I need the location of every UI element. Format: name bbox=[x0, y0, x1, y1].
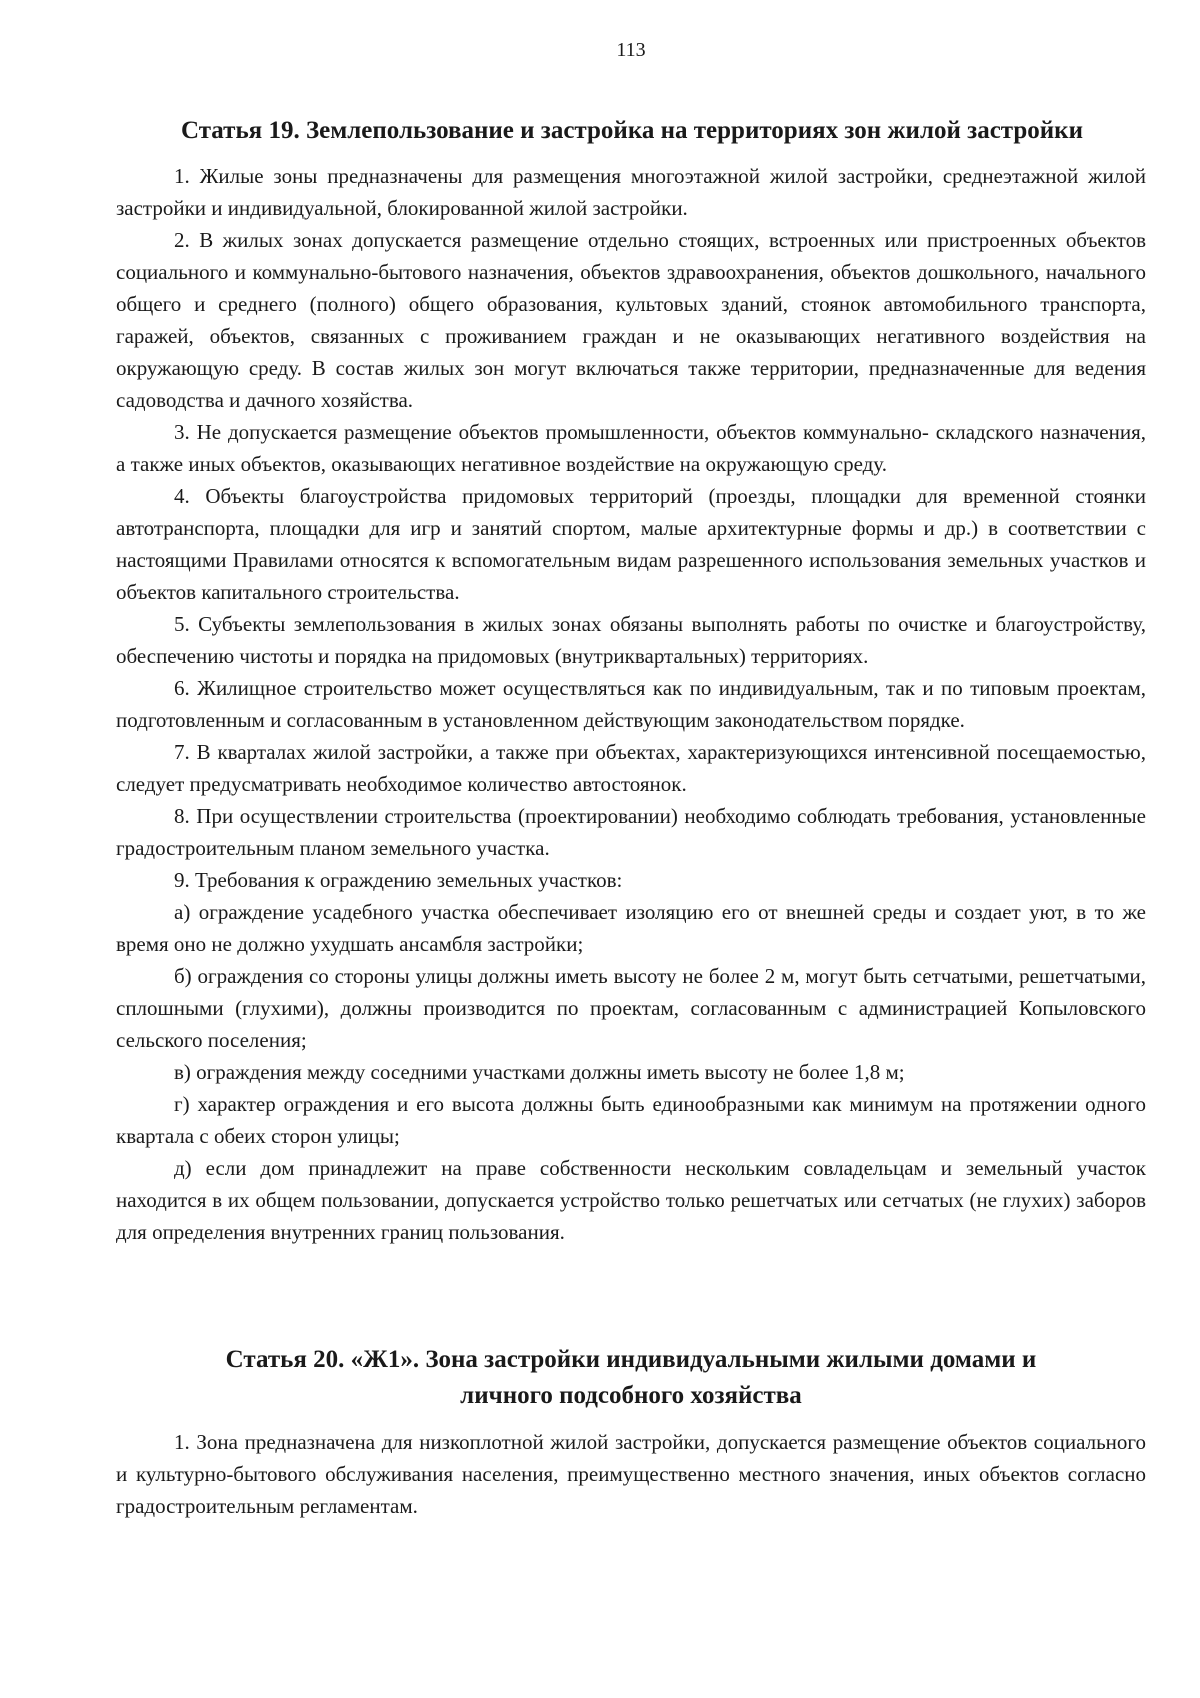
article-19-paragraph-8: 8. При осуществлении строительства (проектировании) необходимо соблюдать требования, установленные градостроительным планом земельного участка. bbox=[116, 804, 1146, 860]
article-19-title: Статья 19. Землепользование и застройка на территориях зон жилой застройки bbox=[181, 117, 1083, 144]
article-19-paragraph-9: 9. Требования к ограждению земельных участков: bbox=[174, 868, 623, 892]
article-20-title-line-2: личного подсобного хозяйства bbox=[460, 1382, 802, 1409]
article-19-subitem-g: г) характер ограждения и его высота должны быть единообразными как минимум на протяжении одного квартала с обеих сторон улицы; bbox=[116, 1092, 1146, 1148]
article-19-paragraph-4: 4. Объекты благоустройства придомовых территорий (проезды, площадки для временной стоянки автотранспорта, площадки для игр и занятий спортом, малые архитектурные формы и др.) в соответствии с настоящими Правилами относятся к вспомогательным видам разрешенного использования земельных участков и объектов капитального строительства. bbox=[116, 484, 1146, 604]
article-20-paragraph-1: 1. Зона предназначена для низкоплотной жилой застройки, допускается размещение объектов социального и культурно-бытового обслуживания населения, преимущественно местного значения, иных объектов согласно градостроительным регламентам. bbox=[116, 1430, 1146, 1518]
article-19-paragraph-6: 6. Жилищное строительство может осуществляться как по индивидуальным, так и по типовым проектам, подготовленным и согласованным в установленном действующим законодательством порядке. bbox=[116, 676, 1146, 732]
article-19-subitem-v: в) ограждения между соседними участками должны иметь высоту не более 1,8 м; bbox=[174, 1060, 905, 1084]
article-19-body bbox=[116, 160, 1146, 1248]
article-19-subitem-b: б) ограждения со стороны улицы должны иметь высоту не более 2 м, могут быть сетчатыми, решетчатыми, сплошными (глухими), должны производится по проектам, согласованным с администрацией Копыловского сельского поселения; bbox=[116, 964, 1146, 1052]
page-number: 113 bbox=[616, 39, 646, 61]
article-19-subitem-d: д) если дом принадлежит на праве собственности нескольким совладельцам и земельный участок находится в их общем пользовании, допускается устройство только решетчатых или сетчатых (не глухих) заборов для определения внутренних границ пользования. bbox=[116, 1156, 1146, 1244]
article-19-subitem-a: а) ограждение усадебного участка обеспечивает изоляцию его от внешней среды и создает уют, в то же время оно не должно ухудшать ансамбля застройки; bbox=[116, 900, 1146, 956]
article-19-paragraph-2: 2. В жилых зонах допускается размещение отдельно стоящих, встроенных или пристроенных объектов социального и коммунально-бытового назначения, объектов здравоохранения, объектов дошкольного, начального общего и среднего (полного) общего образования, культовых зданий, стоянок автомобильного транспорта, гаражей, объектов, связанных с проживанием граждан и не оказывающих негативного воздействия на окружающую среду. В состав жилых зон могут включаться также территории, предназначенные для ведения садоводства и дачного хозяйства. bbox=[116, 228, 1146, 412]
article-19-paragraph-1: 1. Жилые зоны предназначены для размещения многоэтажной жилой застройки, среднеэтажной жилой застройки и индивидуальной, блокированной жилой застройки. bbox=[116, 164, 1146, 220]
article-20-body bbox=[116, 1426, 1146, 1522]
article-19-paragraph-3: 3. Не допускается размещение объектов промышленности, объектов коммунально- складского назначения, а также иных объектов, оказывающих негативное воздействие на окружающую среду. bbox=[116, 420, 1146, 476]
article-20-title bbox=[116, 1342, 1146, 1414]
article-19-paragraph-7: 7. В кварталах жилой застройки, а также при объектах, характеризующихся интенсивной посещаемостью, следует предусматривать необходимое количество автостоянок. bbox=[116, 740, 1146, 796]
article-19-paragraph-5: 5. Субъекты землепользования в жилых зонах обязаны выполнять работы по очистке и благоустройству, обеспечению чистоты и порядка на придомовых (внутриквартальных) территориях. bbox=[116, 612, 1146, 668]
article-20-title-line-1: Статья 20. «Ж1». Зона застройки индивидуальными жилыми домами и bbox=[225, 1346, 1037, 1373]
